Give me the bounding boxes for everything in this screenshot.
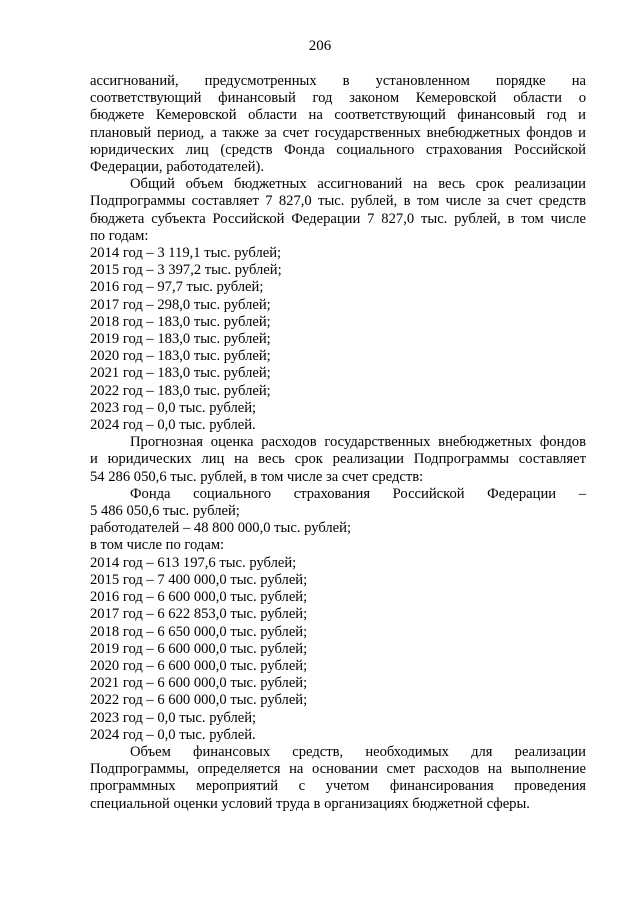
list-item: 2019 год – 6 600 000,0 тыс. рублей; <box>90 640 308 657</box>
paragraph-line: бюджета субъекта Российской Федерации 7 827,0 тыс. рублей, в том числе <box>90 210 586 227</box>
list-item: 2021 год – 6 600 000,0 тыс. рублей; <box>90 675 308 692</box>
list-item: 2024 год – 0,0 тыс. рублей. <box>90 417 256 434</box>
paragraph-line: Фонда социального страхования Российской Федерации – <box>130 485 586 502</box>
paragraph-line: юридических лиц (средств Фонда социального страхования Российской <box>90 141 586 158</box>
paragraph-line: Прогнозная оценка расходов государственных внебюджетных фондов <box>130 434 586 451</box>
paragraph-line: по годам: <box>90 227 149 244</box>
list-item: 2016 год – 97,7 тыс. рублей; <box>90 279 264 296</box>
paragraph-line: 54 286 050,6 тыс. рублей, в том числе за счет средств: <box>90 468 424 485</box>
list-item: 2024 год – 0,0 тыс. рублей. <box>90 726 256 743</box>
list-item: 2023 год – 0,0 тыс. рублей; <box>90 399 257 416</box>
paragraph-line: программных мероприятий с учетом финансирования проведения <box>90 778 586 795</box>
list-item: 2017 год – 298,0 тыс. рублей; <box>90 296 271 313</box>
paragraph-line: Подпрограммы составляет 7 827,0 тыс. рублей, в том числе за счет средств <box>90 193 586 210</box>
paragraph-line: специальной оценки условий труда в организациях бюджетной сферы. <box>90 795 530 812</box>
list-item: 2022 год – 6 600 000,0 тыс. рублей; <box>90 692 308 709</box>
document-body <box>90 73 586 813</box>
paragraph-line: Подпрограммы, определяется на основании смет расходов на выполнение <box>90 761 586 778</box>
list-item: 2016 год – 6 600 000,0 тыс. рублей; <box>90 589 308 606</box>
paragraph-line: Федерации, работодателей). <box>90 159 265 176</box>
list-item: 2018 год – 6 650 000,0 тыс. рублей; <box>90 623 308 640</box>
paragraph-line: бюджете Кемеровской области на соответствующий финансовый год и <box>90 107 586 124</box>
list-item: 2020 год – 6 600 000,0 тыс. рублей; <box>90 657 308 674</box>
list-item: 2015 год – 7 400 000,0 тыс. рублей; <box>90 571 308 588</box>
list-item: 2023 год – 0,0 тыс. рублей; <box>90 709 257 726</box>
list-item: 2022 год – 183,0 тыс. рублей; <box>90 382 271 399</box>
list-item: 2018 год – 183,0 тыс. рублей; <box>90 313 271 330</box>
list-item: 2014 год – 613 197,6 тыс. рублей; <box>90 554 297 571</box>
list-item: 2021 год – 183,0 тыс. рублей; <box>90 365 271 382</box>
paragraph-line: и юридических лиц на весь срок реализации Подпрограммы составляет <box>90 451 586 468</box>
page-number: 206 <box>308 38 332 54</box>
paragraph-line: Объем финансовых средств, необходимых для реализации <box>130 743 586 760</box>
paragraph-line: соответствующий финансовый год законом Кемеровской области о <box>90 90 586 107</box>
list-item: 2019 год – 183,0 тыс. рублей; <box>90 331 271 348</box>
list-item: 2015 год – 3 397,2 тыс. рублей; <box>90 262 282 279</box>
paragraph-line: Общий объем бюджетных ассигнований на весь срок реализации <box>130 176 586 193</box>
list-item: 2020 год – 183,0 тыс. рублей; <box>90 348 271 365</box>
paragraph-line: 5 486 050,6 тыс. рублей; <box>90 503 240 520</box>
paragraph-line: плановый период, а также за счет государственных внебюджетных фондов и <box>90 124 586 141</box>
list-item: 2017 год – 6 622 853,0 тыс. рублей; <box>90 606 308 623</box>
list-item: 2014 год – 3 119,1 тыс. рублей; <box>90 245 282 262</box>
list-item: работодателей – 48 800 000,0 тыс. рублей; <box>90 520 352 537</box>
list-item: в том числе по годам: <box>90 537 225 554</box>
paragraph-line: ассигнований, предусмотренных в установленном порядке на <box>90 73 586 89</box>
